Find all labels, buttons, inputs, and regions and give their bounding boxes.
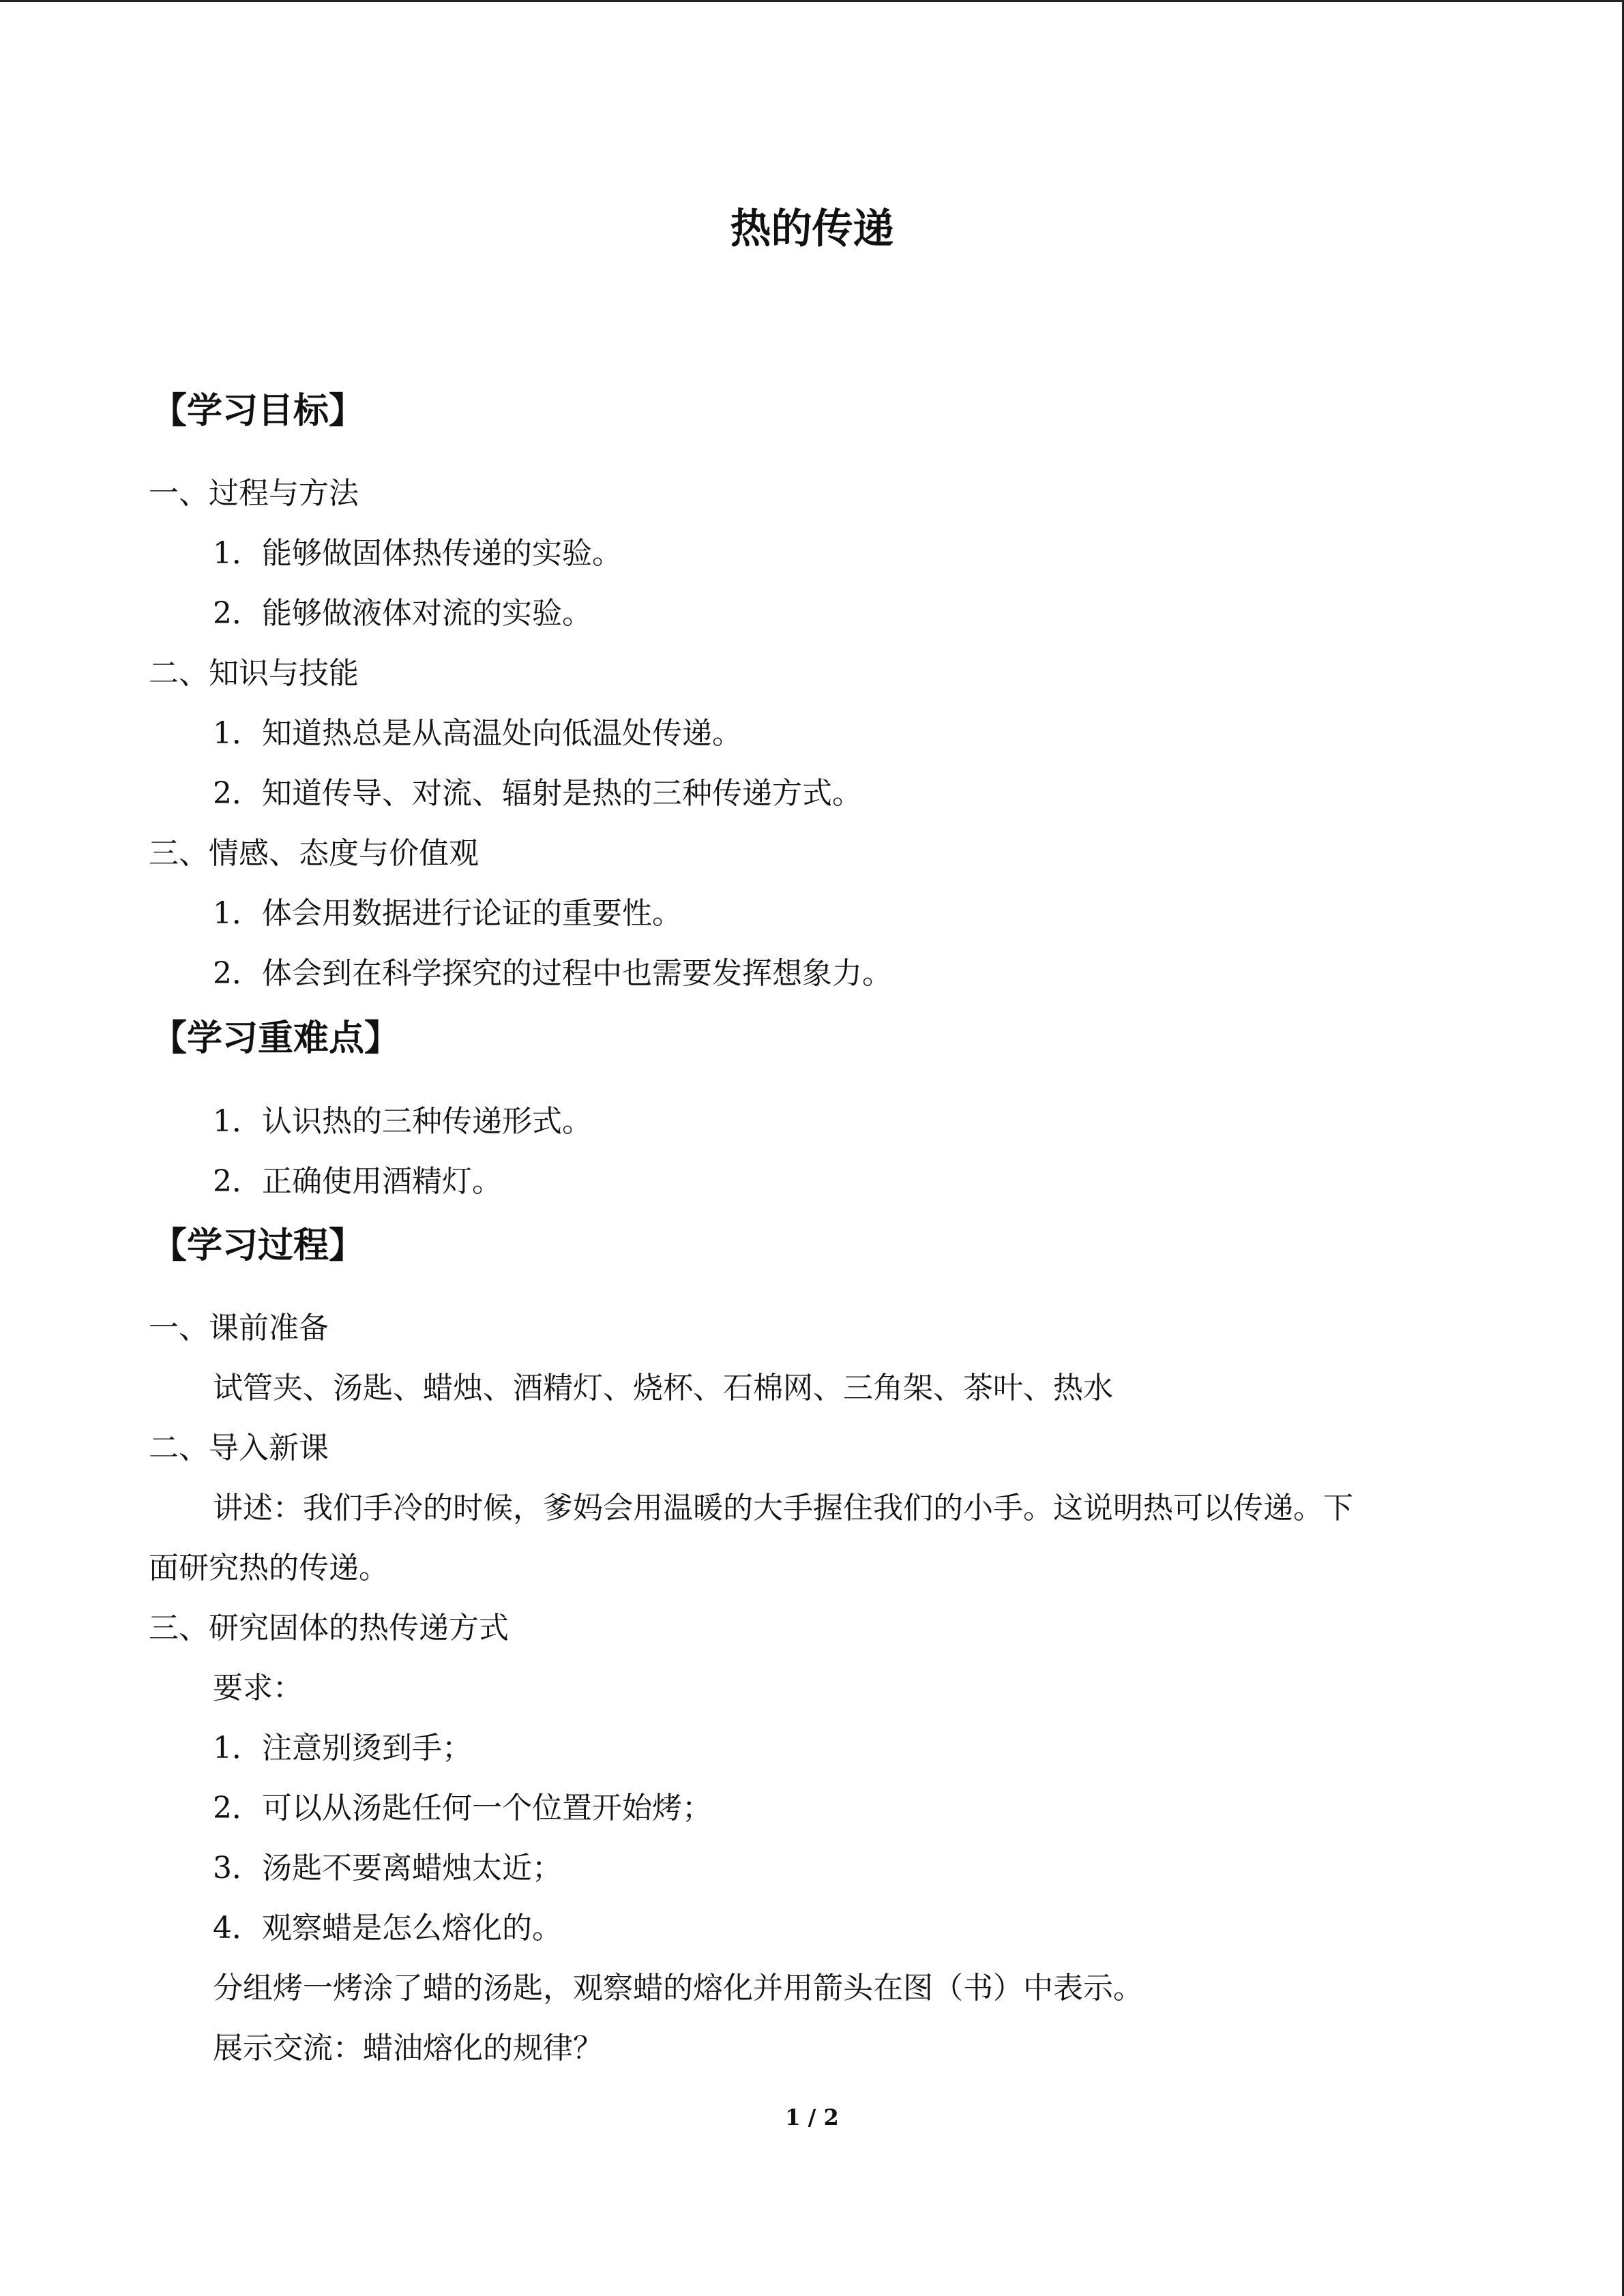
keypoint-item: 2．正确使用酒精灯。 [213,1164,502,1199]
requirement-item: 2．可以从汤匙任何一个位置开始烤； [213,1791,712,1825]
intro-paragraph-line-1: 讲述：我们手冷的时候，爹妈会用温暖的大手握住我们的小手。这说明热可以传递。下 [213,1491,1353,1525]
objective-item: 2．知道传导、对流、辐射是热的三种传递方式。 [213,776,862,811]
objective-heading-1: 一、过程与方法 [149,476,359,511]
requirements-label: 要求： [213,1671,303,1705]
objective-item: 1．能够做固体热传递的实验。 [213,536,622,571]
section-heading-objectives: 【学习目标】 [151,390,365,432]
objective-item: 2．体会到在科学探究的过程中也需要发挥想象力。 [213,956,892,991]
objective-item: 2．能够做液体对流的实验。 [213,596,592,631]
page-title: 热的传递 [730,205,894,253]
page-number: 1 / 2 [785,2104,839,2130]
objective-heading-3: 三、情感、态度与价值观 [149,836,479,871]
intro-paragraph-line-2: 面研究热的传递。 [149,1551,389,1585]
discussion-text: 展示交流：蜡油熔化的规律？ [213,2031,603,2066]
activity-text: 分组烤一烤涂了蜡的汤匙，观察蜡的熔化并用箭头在图（书）中表示。 [213,1971,1143,2006]
requirement-item: 1．注意别烫到手； [213,1731,472,1765]
process-heading-1: 一、课前准备 [149,1311,329,1345]
materials-list: 试管夹、汤匙、蜡烛、酒精灯、烧杯、石棉网、三角架、茶叶、热水 [213,1371,1113,1405]
objective-item: 1．知道热总是从高温处向低温处传递。 [213,716,742,751]
process-heading-3: 三、研究固体的热传递方式 [149,1611,509,1645]
keypoint-item: 1．认识热的三种传递形式。 [213,1104,592,1139]
requirement-item: 4．观察蜡是怎么熔化的。 [213,1911,562,1945]
section-heading-keypoints: 【学习重难点】 [151,1017,400,1059]
top-border [0,0,1624,2]
process-heading-2: 二、导入新课 [149,1431,329,1465]
section-heading-process: 【学习过程】 [151,1225,365,1266]
objective-heading-2: 二、知识与技能 [149,656,359,691]
objective-item: 1．体会用数据进行论证的重要性。 [213,896,682,931]
requirement-item: 3．汤匙不要离蜡烛太近； [213,1851,562,1885]
